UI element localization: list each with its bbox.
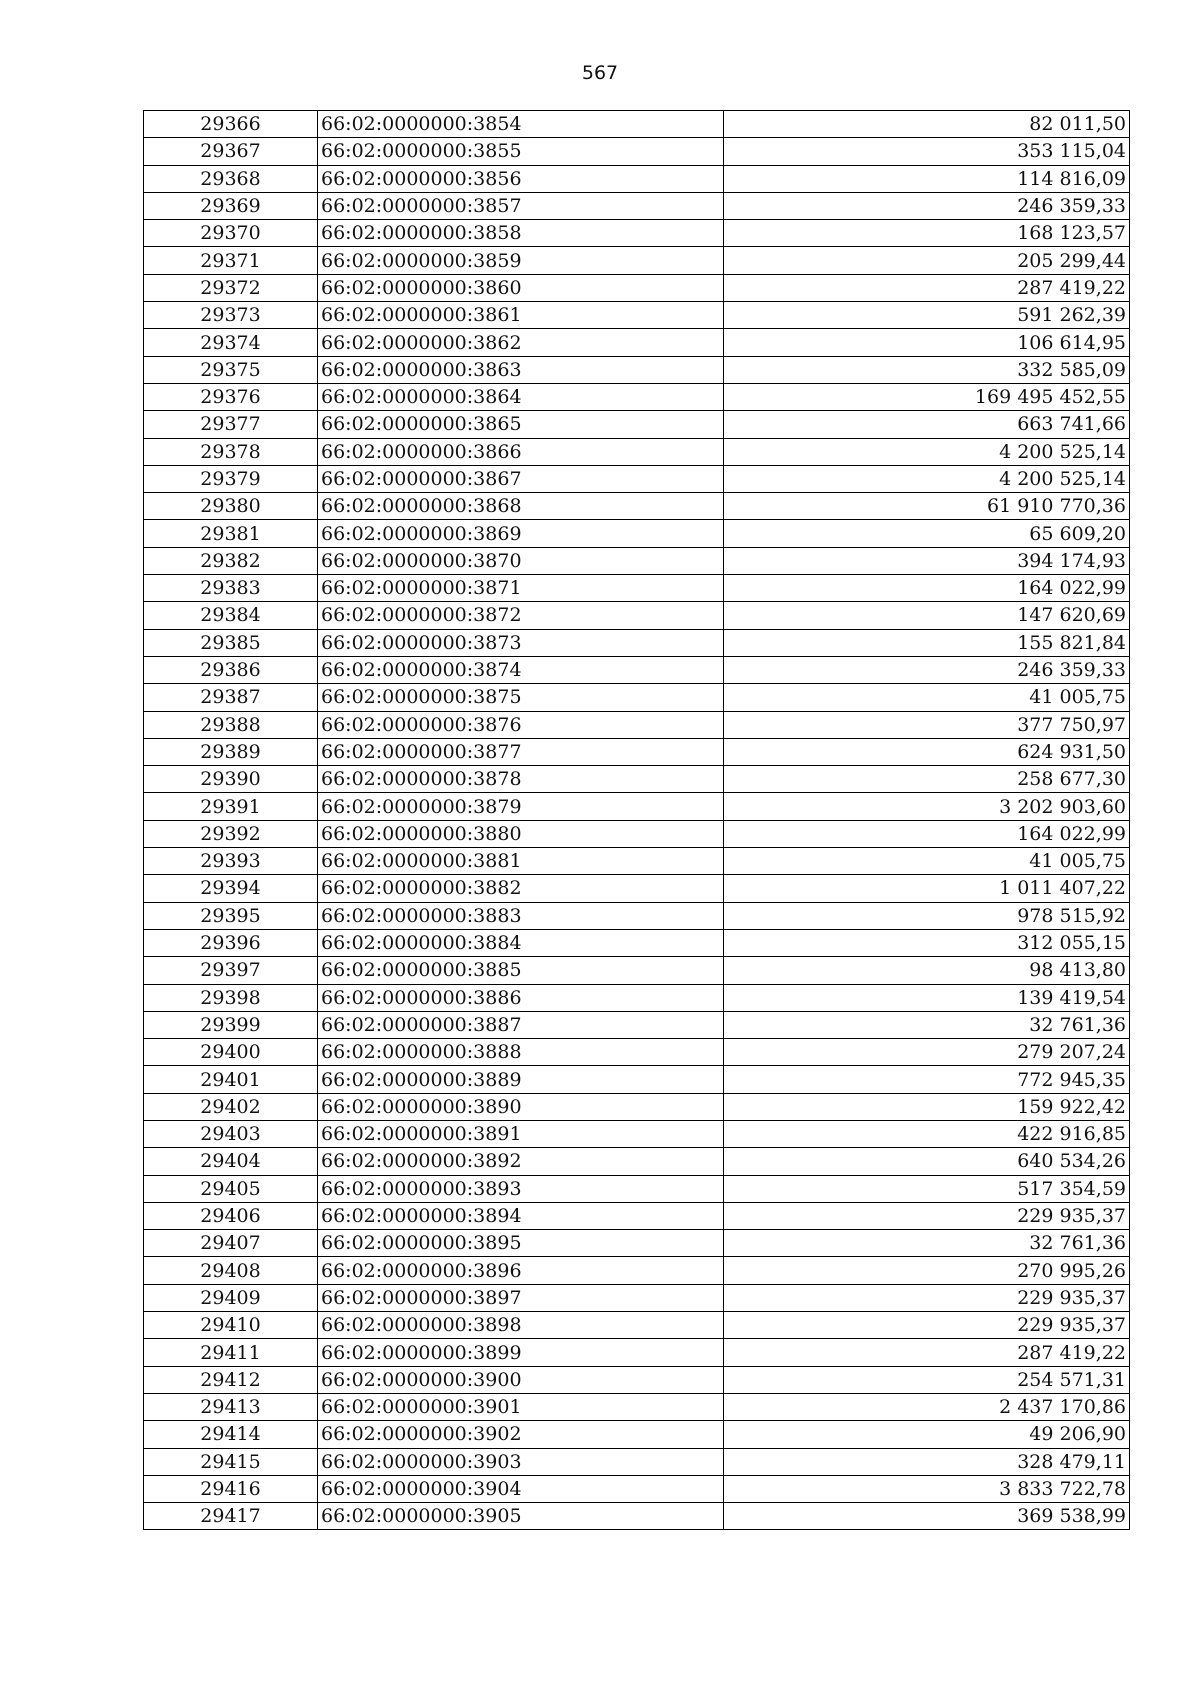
row-number: 29408 — [144, 1257, 318, 1284]
cadastral-number: 66:02:0000000:3876 — [318, 711, 724, 738]
cadastral-number: 66:02:0000000:3859 — [318, 247, 724, 274]
row-number: 29407 — [144, 1230, 318, 1257]
table-row — [144, 929, 1130, 956]
cadastral-number: 66:02:0000000:3866 — [318, 438, 724, 465]
cadastral-number: 66:02:0000000:3888 — [318, 1039, 724, 1066]
row-number: 29406 — [144, 1202, 318, 1229]
table-row — [144, 793, 1130, 820]
cadastral-number: 66:02:0000000:3894 — [318, 1202, 724, 1229]
table-row — [144, 1093, 1130, 1120]
cadastral-number: 66:02:0000000:3858 — [318, 220, 724, 247]
cadastral-number: 66:02:0000000:3886 — [318, 984, 724, 1011]
table-row — [144, 138, 1130, 165]
cadastral-value: 517 354,59 — [724, 1175, 1130, 1202]
table-row — [144, 1339, 1130, 1366]
cadastral-value: 640 534,26 — [724, 1148, 1130, 1175]
table-row — [144, 684, 1130, 711]
row-number: 29409 — [144, 1284, 318, 1311]
cadastral-number: 66:02:0000000:3895 — [318, 1230, 724, 1257]
cadastral-value: 377 750,97 — [724, 711, 1130, 738]
cadastral-value: 147 620,69 — [724, 602, 1130, 629]
cadastral-value: 4 200 525,14 — [724, 438, 1130, 465]
row-number: 29403 — [144, 1120, 318, 1147]
cadastral-value: 3 833 722,78 — [724, 1475, 1130, 1502]
row-number: 29374 — [144, 329, 318, 356]
table-row — [144, 1202, 1130, 1229]
row-number: 29367 — [144, 138, 318, 165]
row-number: 29378 — [144, 438, 318, 465]
table-row — [144, 1148, 1130, 1175]
row-number: 29369 — [144, 192, 318, 219]
table-row — [144, 902, 1130, 929]
cadastral-value: 394 174,93 — [724, 547, 1130, 574]
row-number: 29395 — [144, 902, 318, 929]
table-row — [144, 111, 1130, 138]
table-row — [144, 493, 1130, 520]
cadastral-value: 332 585,09 — [724, 356, 1130, 383]
row-number: 29411 — [144, 1339, 318, 1366]
cadastral-number: 66:02:0000000:3898 — [318, 1312, 724, 1339]
table-row — [144, 1366, 1130, 1393]
row-number: 29379 — [144, 465, 318, 492]
row-number: 29388 — [144, 711, 318, 738]
cadastral-value: 258 677,30 — [724, 766, 1130, 793]
table-row — [144, 711, 1130, 738]
table-row — [144, 766, 1130, 793]
cadastral-value: 422 916,85 — [724, 1120, 1130, 1147]
table-row — [144, 629, 1130, 656]
table-row — [144, 274, 1130, 301]
cadastral-value: 65 609,20 — [724, 520, 1130, 547]
cadastral-number: 66:02:0000000:3867 — [318, 465, 724, 492]
cadastral-number: 66:02:0000000:3878 — [318, 766, 724, 793]
cadastral-number: 66:02:0000000:3869 — [318, 520, 724, 547]
row-number: 29400 — [144, 1039, 318, 1066]
cadastral-number: 66:02:0000000:3901 — [318, 1393, 724, 1420]
row-number: 29398 — [144, 984, 318, 1011]
cadastral-number: 66:02:0000000:3857 — [318, 192, 724, 219]
row-number: 29415 — [144, 1448, 318, 1475]
cadastral-value: 328 479,11 — [724, 1448, 1130, 1475]
table-row — [144, 848, 1130, 875]
cadastral-value: 353 115,04 — [724, 138, 1130, 165]
row-number: 29416 — [144, 1475, 318, 1502]
cadastral-number: 66:02:0000000:3899 — [318, 1339, 724, 1366]
cadastral-value: 287 419,22 — [724, 274, 1130, 301]
cadastral-value: 41 005,75 — [724, 848, 1130, 875]
row-number: 29414 — [144, 1421, 318, 1448]
table-row — [144, 1475, 1130, 1502]
row-number: 29387 — [144, 684, 318, 711]
table-row — [144, 1503, 1130, 1530]
table-row — [144, 1175, 1130, 1202]
table-row — [144, 383, 1130, 410]
row-number: 29384 — [144, 602, 318, 629]
table-row — [144, 165, 1130, 192]
cadastral-value-table — [143, 110, 1130, 1530]
cadastral-value: 139 419,54 — [724, 984, 1130, 1011]
cadastral-value: 164 022,99 — [724, 820, 1130, 847]
cadastral-number: 66:02:0000000:3863 — [318, 356, 724, 383]
cadastral-number: 66:02:0000000:3902 — [318, 1421, 724, 1448]
table-row — [144, 192, 1130, 219]
cadastral-value: 164 022,99 — [724, 575, 1130, 602]
table-row — [144, 957, 1130, 984]
cadastral-value: 41 005,75 — [724, 684, 1130, 711]
cadastral-number: 66:02:0000000:3892 — [318, 1148, 724, 1175]
cadastral-value: 155 821,84 — [724, 629, 1130, 656]
row-number: 29373 — [144, 302, 318, 329]
cadastral-number: 66:02:0000000:3890 — [318, 1093, 724, 1120]
cadastral-value: 32 761,36 — [724, 1011, 1130, 1038]
row-number: 29392 — [144, 820, 318, 847]
table-row — [144, 247, 1130, 274]
row-number: 29371 — [144, 247, 318, 274]
cadastral-value: 32 761,36 — [724, 1230, 1130, 1257]
cadastral-number: 66:02:0000000:3856 — [318, 165, 724, 192]
cadastral-number: 66:02:0000000:3883 — [318, 902, 724, 929]
row-number: 29404 — [144, 1148, 318, 1175]
row-number: 29410 — [144, 1312, 318, 1339]
cadastral-value: 229 935,37 — [724, 1312, 1130, 1339]
cadastral-value: 4 200 525,14 — [724, 465, 1130, 492]
table-row — [144, 575, 1130, 602]
cadastral-value: 772 945,35 — [724, 1066, 1130, 1093]
row-number: 29385 — [144, 629, 318, 656]
cadastral-number: 66:02:0000000:3872 — [318, 602, 724, 629]
cadastral-number: 66:02:0000000:3889 — [318, 1066, 724, 1093]
cadastral-number: 66:02:0000000:3891 — [318, 1120, 724, 1147]
cadastral-value: 3 202 903,60 — [724, 793, 1130, 820]
row-number: 29381 — [144, 520, 318, 547]
table-row — [144, 738, 1130, 765]
row-number: 29396 — [144, 929, 318, 956]
row-number: 29394 — [144, 875, 318, 902]
row-number: 29393 — [144, 848, 318, 875]
cadastral-number: 66:02:0000000:3884 — [318, 929, 724, 956]
cadastral-value: 978 515,92 — [724, 902, 1130, 929]
row-number: 29366 — [144, 111, 318, 138]
table-row — [144, 356, 1130, 383]
table-row — [144, 820, 1130, 847]
cadastral-value: 312 055,15 — [724, 929, 1130, 956]
cadastral-number: 66:02:0000000:3854 — [318, 111, 724, 138]
row-number: 29389 — [144, 738, 318, 765]
cadastral-number: 66:02:0000000:3864 — [318, 383, 724, 410]
table-row — [144, 1393, 1130, 1420]
cadastral-number: 66:02:0000000:3905 — [318, 1503, 724, 1530]
cadastral-value: 2 437 170,86 — [724, 1393, 1130, 1420]
table-row — [144, 220, 1130, 247]
row-number: 29370 — [144, 220, 318, 247]
cadastral-value: 246 359,33 — [724, 656, 1130, 683]
cadastral-value: 169 495 452,55 — [724, 383, 1130, 410]
table-row — [144, 1120, 1130, 1147]
cadastral-value: 168 123,57 — [724, 220, 1130, 247]
row-number: 29368 — [144, 165, 318, 192]
cadastral-number: 66:02:0000000:3896 — [318, 1257, 724, 1284]
table-row — [144, 1066, 1130, 1093]
cadastral-number: 66:02:0000000:3860 — [318, 274, 724, 301]
table-row — [144, 329, 1130, 356]
cadastral-number: 66:02:0000000:3861 — [318, 302, 724, 329]
cadastral-value: 287 419,22 — [724, 1339, 1130, 1366]
cadastral-number: 66:02:0000000:3865 — [318, 411, 724, 438]
row-number: 29375 — [144, 356, 318, 383]
table-row — [144, 1230, 1130, 1257]
cadastral-number: 66:02:0000000:3897 — [318, 1284, 724, 1311]
cadastral-number: 66:02:0000000:3887 — [318, 1011, 724, 1038]
row-number: 29417 — [144, 1503, 318, 1530]
cadastral-value: 229 935,37 — [724, 1284, 1130, 1311]
row-number: 29397 — [144, 957, 318, 984]
row-number: 29413 — [144, 1393, 318, 1420]
table-row — [144, 1011, 1130, 1038]
cadastral-value: 98 413,80 — [724, 957, 1130, 984]
cadastral-number: 66:02:0000000:3873 — [318, 629, 724, 656]
table-row — [144, 1039, 1130, 1066]
table-row — [144, 547, 1130, 574]
cadastral-number: 66:02:0000000:3881 — [318, 848, 724, 875]
table-row — [144, 602, 1130, 629]
row-number: 29401 — [144, 1066, 318, 1093]
cadastral-number: 66:02:0000000:3885 — [318, 957, 724, 984]
cadastral-number: 66:02:0000000:3855 — [318, 138, 724, 165]
row-number: 29399 — [144, 1011, 318, 1038]
table-row — [144, 1448, 1130, 1475]
cadastral-value: 159 922,42 — [724, 1093, 1130, 1120]
table-row — [144, 520, 1130, 547]
table-body — [144, 111, 1130, 1530]
row-number: 29376 — [144, 383, 318, 410]
row-number: 29382 — [144, 547, 318, 574]
cadastral-number: 66:02:0000000:3874 — [318, 656, 724, 683]
table-row — [144, 438, 1130, 465]
table-row — [144, 1284, 1130, 1311]
cadastral-value: 82 011,50 — [724, 111, 1130, 138]
cadastral-number: 66:02:0000000:3893 — [318, 1175, 724, 1202]
table-row — [144, 1312, 1130, 1339]
table-row — [144, 1421, 1130, 1448]
cadastral-number: 66:02:0000000:3880 — [318, 820, 724, 847]
row-number: 29390 — [144, 766, 318, 793]
row-number: 29386 — [144, 656, 318, 683]
table-row — [144, 656, 1130, 683]
table-row — [144, 411, 1130, 438]
cadastral-value: 624 931,50 — [724, 738, 1130, 765]
cadastral-number: 66:02:0000000:3870 — [318, 547, 724, 574]
page-number: 567 — [581, 62, 619, 84]
cadastral-number: 66:02:0000000:3875 — [318, 684, 724, 711]
cadastral-value: 114 816,09 — [724, 165, 1130, 192]
cadastral-value: 591 262,39 — [724, 302, 1130, 329]
cadastral-value: 49 206,90 — [724, 1421, 1130, 1448]
cadastral-value: 254 571,31 — [724, 1366, 1130, 1393]
cadastral-number: 66:02:0000000:3904 — [318, 1475, 724, 1502]
cadastral-number: 66:02:0000000:3879 — [318, 793, 724, 820]
row-number: 29391 — [144, 793, 318, 820]
cadastral-value: 205 299,44 — [724, 247, 1130, 274]
row-number: 29372 — [144, 274, 318, 301]
cadastral-value: 270 995,26 — [724, 1257, 1130, 1284]
cadastral-value: 369 538,99 — [724, 1503, 1130, 1530]
table-row — [144, 875, 1130, 902]
cadastral-value: 61 910 770,36 — [724, 493, 1130, 520]
cadastral-value: 106 614,95 — [724, 329, 1130, 356]
row-number: 29405 — [144, 1175, 318, 1202]
cadastral-value: 246 359,33 — [724, 192, 1130, 219]
cadastral-number: 66:02:0000000:3882 — [318, 875, 724, 902]
cadastral-number: 66:02:0000000:3868 — [318, 493, 724, 520]
cadastral-number: 66:02:0000000:3877 — [318, 738, 724, 765]
cadastral-number: 66:02:0000000:3900 — [318, 1366, 724, 1393]
row-number: 29380 — [144, 493, 318, 520]
cadastral-number: 66:02:0000000:3862 — [318, 329, 724, 356]
row-number: 29383 — [144, 575, 318, 602]
table-row — [144, 1257, 1130, 1284]
table-row — [144, 984, 1130, 1011]
cadastral-value: 229 935,37 — [724, 1202, 1130, 1229]
cadastral-value: 663 741,66 — [724, 411, 1130, 438]
cadastral-value: 1 011 407,22 — [724, 875, 1130, 902]
row-number: 29377 — [144, 411, 318, 438]
cadastral-number: 66:02:0000000:3903 — [318, 1448, 724, 1475]
row-number: 29412 — [144, 1366, 318, 1393]
cadastral-value: 279 207,24 — [724, 1039, 1130, 1066]
row-number: 29402 — [144, 1093, 318, 1120]
table-row — [144, 302, 1130, 329]
table-row — [144, 465, 1130, 492]
cadastral-number: 66:02:0000000:3871 — [318, 575, 724, 602]
